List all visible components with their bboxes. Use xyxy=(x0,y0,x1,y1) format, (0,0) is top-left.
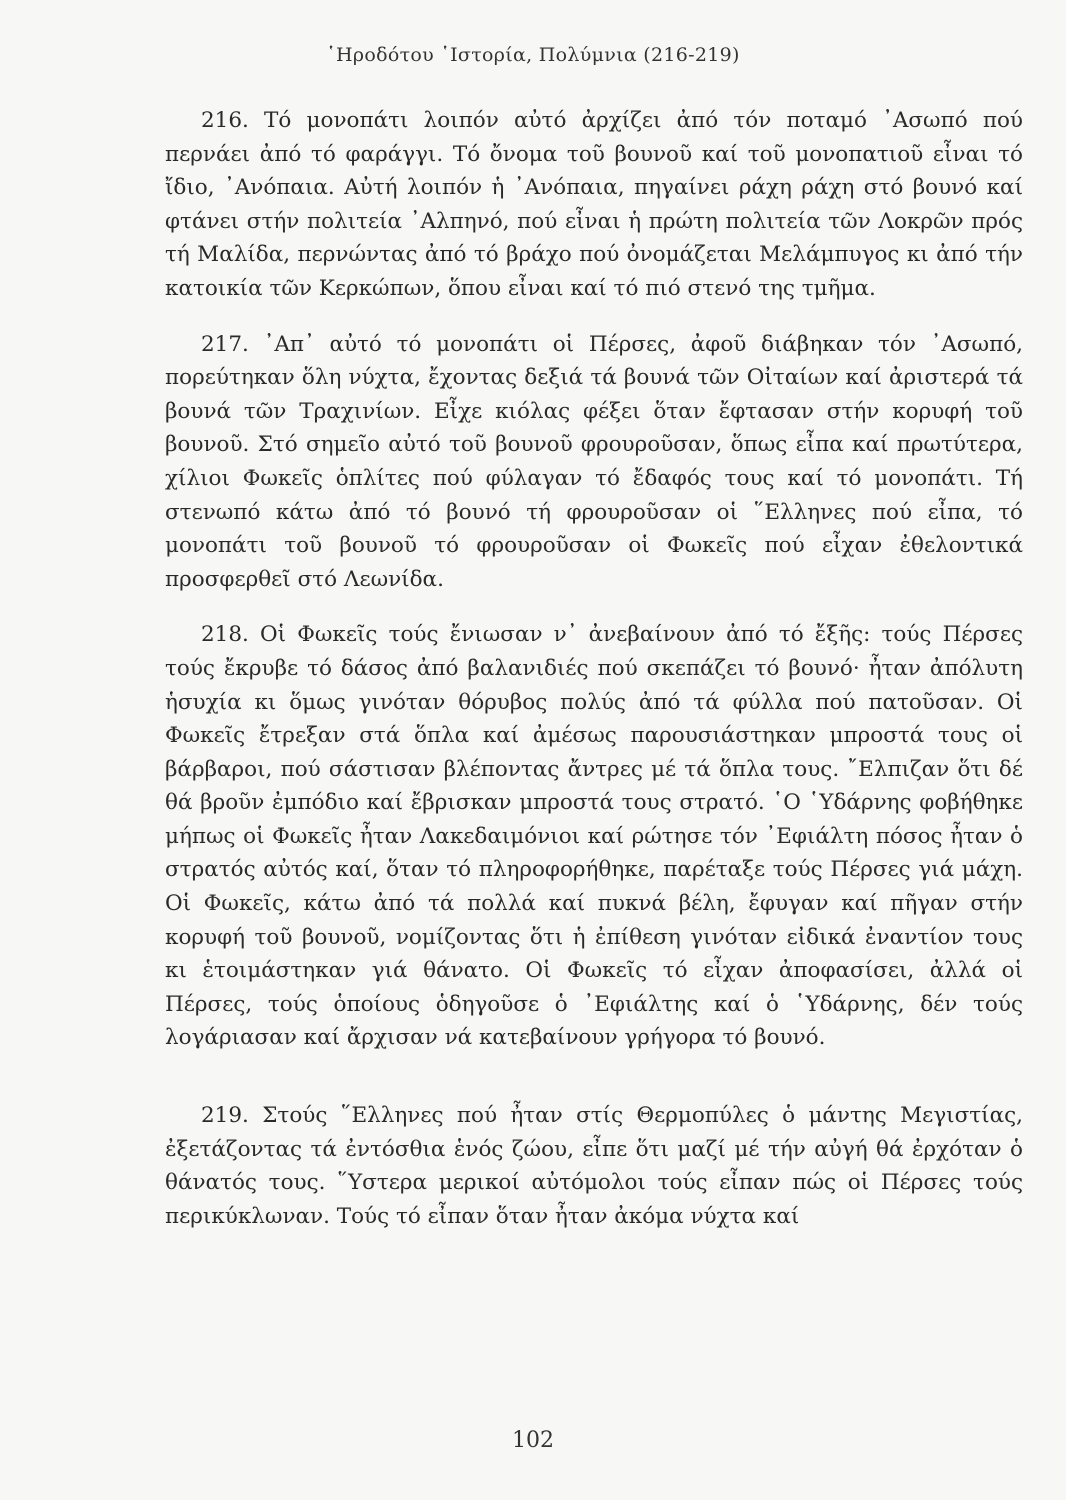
running-header: ῾Ηροδότου ῾Ιστορία, Πολύμνια (216-219) xyxy=(326,44,740,66)
body-text xyxy=(165,104,1023,1233)
paragraph-219: 219. Στούς ῞Ελληνες πού ἦταν στίς Θερμοπύλες ὁ μάντης Μεγιστίας, ἐξετάζοντας τά ἐντόσθια ἑνός ζώου, εἶπε ὅτι μαζί μέ τήν αὐγή θά ἐρχόταν ὁ θάνατός τους. ῞Υστερα μερικοί αὐτόμολοι τούς εἶπαν πώς οἱ Πέρσες τούς περικύκλωναν. Τούς τό εἶπαν ὅταν ἦταν ἀκόμα νύχτα καί xyxy=(165,1103,1023,1229)
paragraph-216: 216. Τό μονοπάτι λοιπόν αὐτό ἀρχίζει ἀπό τόν ποταμό ᾿Ασωπό πού περνάει ἀπό τό φαράγγι. Τό ὄνομα τοῦ βουνοῦ καί τοῦ μονοπατιοῦ εἶναι τό ἴδιο, ᾿Ανόπαια. Αὐτή λοιπόν ἡ ᾿Ανόπαια, πηγαίνει ράχη ράχη στό βουνό καί φτάνει στήν πολιτεία ᾿Αλπηνό, πού εἶναι ἡ πρώτη πολιτεία τῶν Λοκρῶν πρός τή Μαλίδα, περνώντας ἀπό τό βράχο πού ὀνομάζεται Μελάμπυγος κι ἀπό τήν κατοικία τῶν Κερκώπων, ὅπου εἶναι καί τό πιό στενό της τμῆμα. xyxy=(165,108,1023,301)
paragraph-217: 217. ᾿Απ᾿ αὐτό τό μονοπάτι οἱ Πέρσες, ἀφοῦ διάβηκαν τόν ᾿Ασωπό, πορεύτηκαν ὅλη νύχτα, ἔχοντας δεξιά τά βουνά τῶν Οἰταίων καί ἀριστερά τά βουνά τῶν Τραχινίων. Εἶχε κιόλας φέξει ὅταν ἔφτασαν στήν κορυφή τοῦ βουνοῦ. Στό σημεῖο αὐτό τοῦ βουνοῦ φρουροῦσαν, ὅπως εἶπα καί πρωτύτερα, χίλιοι Φωκεῖς ὁπλίτες πού φύλαγαν τό ἔδαφός τους καί τό μονοπάτι. Τή στενωπό κάτω ἀπό τό βουνό τή φρουροῦσαν οἱ ῞Ελληνες πού εἶπα, τό μονοπάτι τοῦ βουνοῦ τό φρουροῦσαν οἱ Φωκεῖς πού εἶχαν ἐθελοντικά προσφερθεῖ στό Λεωνίδα. xyxy=(165,331,1023,592)
page-number: 102 xyxy=(512,1428,554,1453)
paragraph-218: 218. Οἱ Φωκεῖς τούς ἔνιωσαν ν᾿ ἀνεβαίνουν ἀπό τό ἔξῆς: τούς Πέρσες τούς ἔκρυβε τό δάσος ἀπό βαλανιδιές πού σκεπάζει τό βουνό· ἦταν ἀπόλυτη ἡσυχία κι ὅμως γινόταν θόρυβος πολύς ἀπό τά φύλλα πού πατοῦσαν. Οἱ Φωκεῖς ἔτρεξαν στά ὅπλα καί ἀμέσως παρουσιάστηκαν μπροστά τους οἱ βάρβαροι, πού σάστισαν βλέποντας ἄντρες μέ τά ὅπλα τους. ῎Ελπιζαν ὅτι δέ θά βροῦν ἐμπόδιο καί ἔβρισκαν μπροστά τους στρατό. ῾Ο ῾Υδάρνης φοβήθηκε μήπως οἱ Φωκεῖς ἦταν Λακεδαιμόνιοι καί ρώτησε τόν ᾿Εφιάλτη πόσος ἦταν ὁ στρατός αὐτός καί, ὅταν τό πληροφορήθηκε, παρέταξε τούς Πέρσες γιά μάχη. Οἱ Φωκεῖς, κάτω ἀπό τά πολλά καί πυκνά βέλη, ἔφυγαν καί πῆγαν στήν κορυφή τοῦ βουνοῦ, νομίζοντας ὅτι ἡ ἐπίθεση γινόταν εἰδικά ἐναντίον τους κι ἑτοιμάστηκαν γιά θάνατο. Οἱ Φωκεῖς τό εἶχαν ἀποφασίσει, ἀλλά οἱ Πέρσες, τούς ὁποίους ὁδηγοῦσε ὁ ᾿Εφιάλτης καί ὁ ῾Υδάρνης, δέν τούς λογάριασαν καί ἄρχισαν νά κατεβαίνουν γρήγορα τό βουνό. xyxy=(165,622,1023,1051)
